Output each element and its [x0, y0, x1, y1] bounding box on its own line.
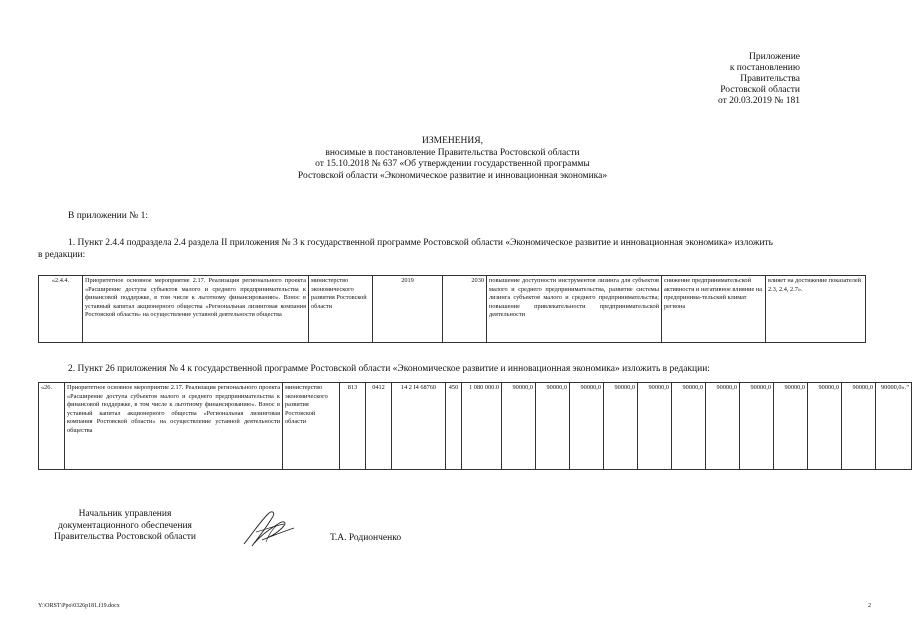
cell-start: 2019	[373, 276, 443, 343]
appendix-line: Правительства	[740, 74, 800, 84]
cell-year: 90000,0	[604, 383, 638, 470]
item1-line1: 1. Пункт 2.4.4 подраздела 2.4 раздела II приложения № 3 к государственной программе Ростовской области «Экономическое развитие и инновационная экономика» изложить	[68, 238, 774, 248]
item2-text: 2. Пункт 26 приложения № 4 к государственной программе Ростовской области «Экономическое развитие и инновационная экономика» изложить в редакции:	[68, 364, 710, 374]
appendix-line: к постановлению	[729, 63, 800, 73]
footer-path: Y:\ORST\Ppo\0326p181.f19.docx	[38, 603, 120, 609]
table-row	[39, 383, 912, 470]
cell-executor: министерство экономического развития Ростовской области	[283, 383, 340, 470]
cell-year: 90000,0	[706, 383, 740, 470]
cell-result: повышение доступности инструментов лизинга для субъектов малого и среднего предпринимательства, развитие системы лизинга субъектов малого и среднего предпринимательства; повышение привлекательности предпринимательской деятельности	[487, 276, 662, 343]
appendix-line: от 20.03.2019 № 181	[718, 96, 800, 106]
cell-year: 90000,0	[774, 383, 808, 470]
position-line: Начальник управления	[78, 509, 172, 519]
cell-num: «26.	[39, 383, 65, 470]
table-financing	[38, 382, 912, 470]
table-row	[39, 276, 866, 343]
title-line: вносимые в постановление Правительства Ростовской области	[325, 147, 580, 158]
cell-vr: 450	[446, 383, 462, 470]
cell-year: 90000,0	[570, 383, 604, 470]
cell-csr: 14 2 I4 68760	[392, 383, 446, 470]
page-number: 2	[868, 603, 871, 609]
position-line: документационного обеспечения	[58, 520, 192, 531]
title-line: от 15.10.2018 № 637 «Об утверждении государственной программы	[315, 159, 590, 169]
cell-event: Приоритетное основное мероприятие 2.17. Реализация регионального проекта «Расширение доступа субъектов малого и среднего предпринимательства к финансовой поддержке, в том числе к льготному финансированию». Взнос в уставный капитал акционерного общества «Региональная лизинговая компания Ростовской области» на осуществление уставной деятельности общества	[83, 276, 309, 343]
cell-rzpr: 0412	[366, 383, 392, 470]
cell-year: 90000,0	[842, 383, 876, 470]
title-line: Ростовской области «Экономическое развитие и инновационная экономика»	[297, 170, 608, 181]
cell-consequences: снижение предпринимательской активности и негативное влияние на предпринима-тельский климат региона	[662, 276, 766, 343]
cell-year: 90000,0	[638, 383, 672, 470]
cell-end: 2030	[443, 276, 487, 343]
signatory-name: Т.А. Родионченко	[330, 533, 402, 543]
cell-year: 90000,0».”	[876, 383, 912, 470]
item1-line2: в редакции:	[38, 250, 86, 260]
signature-position	[40, 509, 210, 544]
cell-grbs: 813	[340, 383, 366, 470]
cell-executor: министерство экономического развития Ростовской области	[309, 276, 373, 343]
cell-year: 90000,0	[536, 383, 570, 470]
handwritten-signature	[238, 508, 298, 550]
document-title	[0, 136, 905, 182]
table-event-description	[38, 275, 866, 343]
cell-total: 1 080 000.0	[462, 383, 502, 470]
appendix-header	[600, 52, 800, 107]
cell-num: «2.4.4.	[39, 276, 83, 343]
intro-text: В приложении № 1:	[68, 211, 148, 221]
appendix-line: Приложение	[749, 52, 800, 62]
cell-event: Приоритетное основное мероприятие 2.17. Реализация регионального проекта «Расширение доступа субъектов малого и среднего предпринимательства к финансовой поддержке, в том числе к льготному финансированию». Взнос в уставный капитал акционерного общества «Региональная лизинговая компания Ростовской области» на осуществление уставной деятельности общества	[65, 383, 283, 470]
title-heading: ИЗМЕНЕНИЯ,	[422, 136, 483, 146]
cell-year: 90000,0	[502, 383, 536, 470]
cell-year: 90000,0	[672, 383, 706, 470]
position-line: Правительства Ростовской области	[54, 532, 196, 542]
cell-year: 90000,0	[808, 383, 842, 470]
cell-link: влияет на достижение показателей 2.3, 2.4, 2.7».	[766, 276, 866, 343]
cell-year: 90000,0	[740, 383, 774, 470]
appendix-line: Ростовской области	[720, 85, 800, 95]
